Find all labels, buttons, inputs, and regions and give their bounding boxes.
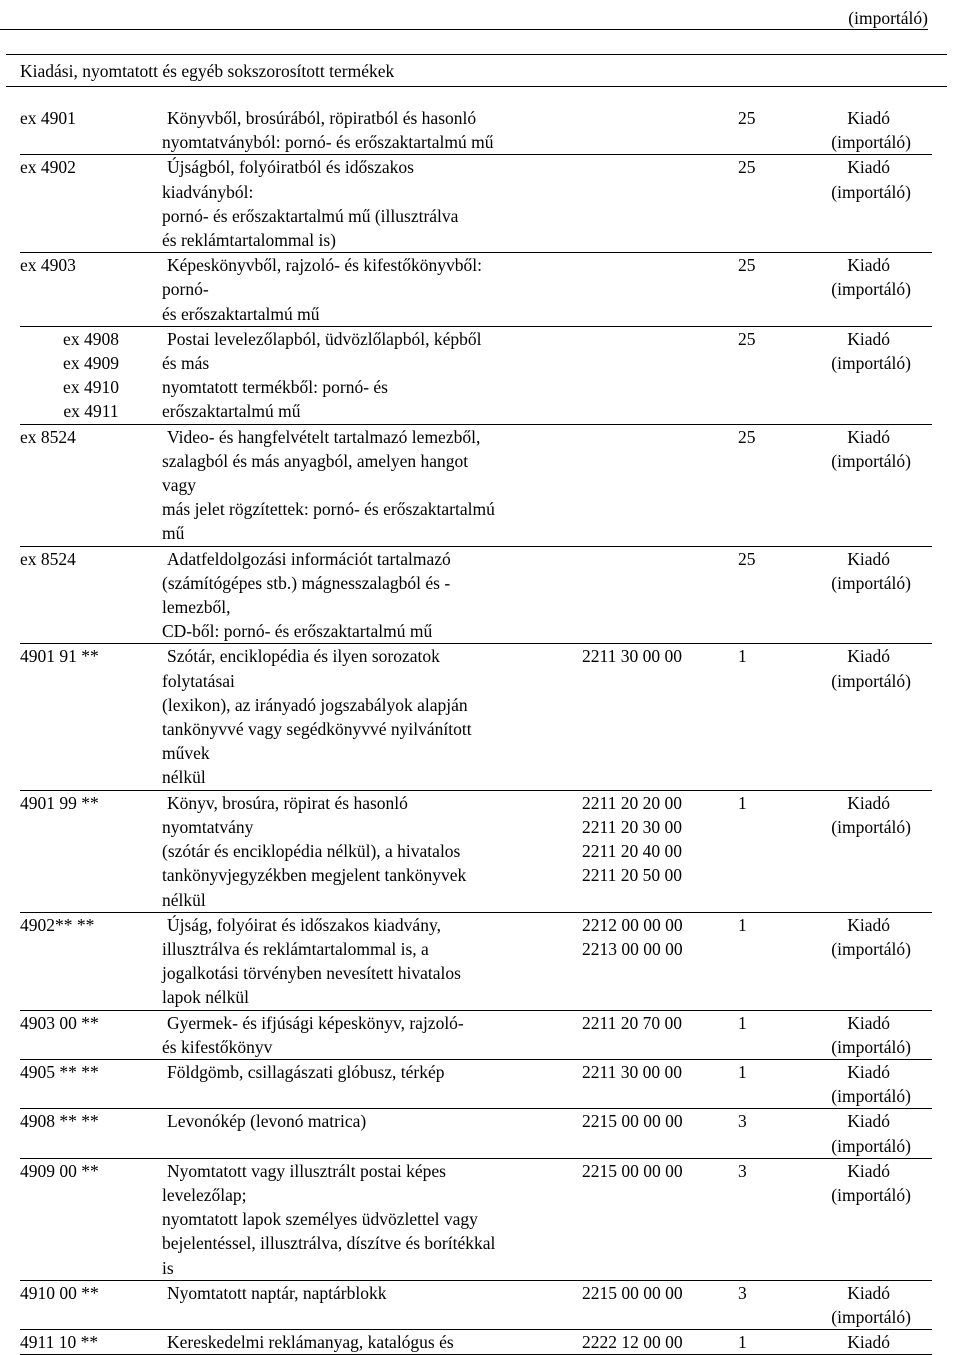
- product-code: ex 4903: [20, 255, 76, 276]
- product-code-cell: [20, 1281, 162, 1305]
- party-text: Kiadó: [847, 1061, 890, 1082]
- party-text: (importáló): [831, 1135, 911, 1156]
- cn-code-cell: [574, 1330, 717, 1354]
- product-code: ex 4910: [63, 377, 119, 398]
- party-cell: [801, 1109, 911, 1157]
- cn-code: 2211 30 00 00: [582, 1061, 682, 1082]
- description-line: és más: [162, 353, 210, 374]
- cn-code: 2211 20 30 00: [582, 816, 682, 837]
- cn-code-cell: [574, 1159, 717, 1183]
- description-line: Video- és hangfelvételt tartalmazó lemezből,: [167, 426, 481, 447]
- cn-code-cell: [574, 913, 717, 961]
- rate-cell: [717, 1060, 801, 1084]
- cn-code-cell: [574, 644, 717, 668]
- product-code: ex 4901: [20, 108, 76, 128]
- description-line: nyomtatványból: pornó- és erőszaktartalmú mű: [162, 132, 494, 153]
- party-text: Kiadó: [847, 1282, 890, 1303]
- party-cell: [801, 547, 911, 595]
- rate-value: 25: [738, 426, 756, 447]
- party-cell: [801, 106, 911, 154]
- table-row: [20, 913, 932, 1011]
- description-cell: [162, 425, 574, 546]
- description-line: és erőszaktartalmú mű: [162, 303, 320, 324]
- party-text: (importáló): [831, 1184, 911, 1205]
- cn-code-cell: [574, 1011, 717, 1035]
- rate-cell: [717, 1159, 801, 1183]
- description-line: (számítógépes stb.) mágnesszalagból és -: [162, 572, 451, 593]
- party-text: Kiadó: [847, 792, 890, 813]
- product-code: 4910 00 **: [20, 1282, 99, 1303]
- party-cell: [801, 1330, 911, 1354]
- product-code-cell: [20, 1109, 162, 1133]
- rate-value: 25: [738, 328, 756, 349]
- party-text: Kiadó: [847, 1160, 890, 1181]
- description-line: Kereskedelmi reklámanyag, katalógus és: [167, 1332, 454, 1353]
- description-cell: [162, 1330, 574, 1354]
- description-line: tankönyvjegyzékben megjelent tankönyvek: [162, 865, 467, 886]
- party-cell: [801, 791, 911, 839]
- product-code-cell: [20, 1330, 162, 1354]
- description-line: nyomtatott lapok személyes üdvözlettel vagy: [162, 1209, 478, 1230]
- rate-cell: [717, 644, 801, 668]
- description-line: Újság, folyóirat és időszakos kiadvány,: [167, 914, 441, 935]
- description-line: pornó-: [162, 279, 209, 300]
- product-code: 4905 ** **: [20, 1061, 99, 1082]
- party-text: (importáló): [831, 353, 911, 374]
- rate-cell: [717, 791, 801, 815]
- table-row: [20, 327, 932, 425]
- description-line: mű: [162, 523, 185, 544]
- rate-value: 3: [738, 1160, 747, 1181]
- table-row: [20, 791, 932, 913]
- description-cell: [162, 155, 574, 252]
- product-code: ex 4902: [20, 157, 76, 178]
- rate-value: 1: [738, 1012, 747, 1033]
- description-line: művek: [162, 743, 210, 764]
- rate-value: 1: [738, 646, 747, 667]
- table-row: [20, 1330, 932, 1355]
- table-row: [20, 1159, 932, 1281]
- party-cell: [801, 155, 911, 203]
- party-text: (importáló): [831, 572, 911, 593]
- cn-code: 2211 20 50 00: [582, 865, 682, 886]
- table-row: [20, 1060, 932, 1109]
- party-cell: [801, 253, 911, 301]
- product-code-cell: [20, 1159, 162, 1183]
- table-row: [20, 155, 932, 253]
- description-line: lemezből,: [162, 597, 231, 618]
- rate-cell: [717, 327, 801, 351]
- description-cell: [162, 547, 574, 644]
- cn-code: 2211 30 00 00: [582, 646, 682, 667]
- party-cell: [801, 1060, 911, 1108]
- rate-value: 1: [738, 914, 747, 935]
- cn-code: 2222 12 00 00: [582, 1332, 683, 1353]
- description-line: (szótár és enciklopédia nélkül), a hivatalos: [162, 841, 461, 862]
- product-code: ex 4908: [63, 328, 119, 349]
- party-cell: [801, 425, 911, 473]
- product-code: ex 8524: [20, 426, 76, 447]
- party-text: Kiadó: [847, 548, 890, 569]
- description-cell: [162, 791, 574, 912]
- party-text: Kiadó: [847, 328, 890, 349]
- description-line: tankönyvvé vagy segédkönyvvé nyilvánított: [162, 719, 472, 740]
- cn-code-cell: [574, 1281, 717, 1305]
- party-text: Kiadó: [847, 1332, 890, 1353]
- product-table: [20, 106, 932, 1355]
- party-cell: [801, 644, 911, 692]
- table-row: [20, 253, 932, 327]
- product-code: 4911 10 **: [20, 1332, 99, 1353]
- description-line: bejelentéssel, illusztrálva, díszítve és borítékkal: [162, 1233, 496, 1254]
- rate-cell: [717, 106, 801, 130]
- party-text: Kiadó: [847, 1111, 890, 1132]
- description-line: Postai levelezőlapból, üdvözlőlapból, képből: [167, 328, 482, 349]
- cn-code: 2211 20 40 00: [582, 841, 682, 862]
- party-text: Kiadó: [847, 255, 890, 276]
- description-line: folytatásai: [162, 670, 235, 691]
- description-cell: [162, 913, 574, 1010]
- product-code-cell: [20, 106, 162, 130]
- party-text: (importáló): [831, 1306, 911, 1327]
- rate-value: 3: [738, 1282, 747, 1303]
- cn-code: 2215 00 00 00: [582, 1160, 683, 1181]
- description-line: (lexikon), az irányadó jogszabályok alapján: [162, 694, 468, 715]
- description-cell: [162, 1060, 574, 1084]
- description-cell: [162, 644, 574, 789]
- section-header: [6, 54, 947, 87]
- product-code-cell: [20, 155, 162, 179]
- party-text: (importáló): [831, 938, 911, 959]
- description-line: Szótár, enciklopédia és ilyen sorozatok: [167, 646, 440, 667]
- description-line: is: [162, 1257, 174, 1278]
- description-line: és reklámtartalommal is): [162, 230, 336, 251]
- description-line: erőszaktartalmú mű: [162, 401, 301, 422]
- product-code-cell: [20, 425, 162, 449]
- description-line: Földgömb, csillagászati glóbusz, térkép: [167, 1061, 445, 1082]
- description-line: illusztrálva és reklámtartalommal is, a: [162, 938, 429, 959]
- section-title: Kiadási, nyomtatott és egyéb sokszorosított termékek: [20, 61, 395, 81]
- cn-code: 2212 00 00 00: [582, 914, 683, 935]
- description-line: Levonókép (levonó matrica): [167, 1111, 367, 1132]
- rate-value: 25: [738, 157, 756, 178]
- description-line: Adatfeldolgozási információt tartalmazó: [167, 548, 451, 569]
- cn-code-cell: [574, 1109, 717, 1133]
- party-text: Kiadó: [847, 157, 890, 178]
- party-text: (importáló): [831, 132, 911, 153]
- table-row: [20, 547, 932, 645]
- rate-cell: [717, 1330, 801, 1354]
- cn-code: 2215 00 00 00: [582, 1111, 683, 1132]
- product-code: 4901 91 **: [20, 646, 99, 667]
- product-code: ex 4909: [63, 353, 119, 374]
- header-party-text: (importáló): [848, 8, 928, 28]
- party-text: Kiadó: [847, 646, 890, 667]
- party-text: (importáló): [831, 450, 911, 471]
- product-code-cell: [20, 1011, 162, 1035]
- description-line: Nyomtatott vagy illusztrált postai képes: [167, 1160, 446, 1181]
- table-row: [20, 425, 932, 547]
- description-cell: [162, 1281, 574, 1305]
- description-line: nyomtatott termékből: pornó- és: [162, 377, 388, 398]
- rate-value: 25: [738, 255, 756, 276]
- party-text: (importáló): [831, 670, 911, 691]
- party-text: Kiadó: [847, 914, 890, 935]
- party-text: (importáló): [831, 1086, 911, 1107]
- cn-code-cell: [574, 1060, 717, 1084]
- header-party-cell: [0, 0, 928, 30]
- product-code: 4908 ** **: [20, 1111, 99, 1132]
- product-code: 4903 00 **: [20, 1012, 99, 1033]
- description-line: jogalkotási törvényben nevesített hivatalos: [162, 963, 461, 984]
- description-line: nélkül: [162, 889, 206, 910]
- description-line: és kifestőkönyv: [162, 1036, 273, 1057]
- rate-cell: [717, 155, 801, 179]
- description-line: CD-ből: pornó- és erőszaktartalmú mű: [162, 621, 433, 642]
- party-text: (importáló): [831, 1036, 911, 1057]
- description-cell: [162, 1159, 574, 1280]
- description-line: Képeskönyvből, rajzoló- és kifestőkönyvből:: [167, 255, 482, 276]
- description-line: Gyermek- és ifjúsági képeskönyv, rajzoló-: [167, 1012, 464, 1033]
- description-line: Nyomtatott naptár, naptárblokk: [167, 1282, 387, 1303]
- description-line: vagy: [162, 475, 197, 496]
- description-line: lapok nélkül: [162, 987, 249, 1008]
- description-cell: [162, 1109, 574, 1133]
- cn-code: 2215 00 00 00: [582, 1282, 683, 1303]
- party-text: Kiadó: [847, 1012, 890, 1033]
- party-text: Kiadó: [847, 108, 890, 128]
- rate-value: 3: [738, 1111, 747, 1132]
- rate-cell: [717, 253, 801, 277]
- product-code-cell: [20, 1060, 162, 1084]
- rate-cell: [717, 1109, 801, 1133]
- party-cell: [801, 1011, 911, 1059]
- cn-code-cell: [574, 791, 717, 888]
- description-line: Könyv, brosúra, röpirat és hasonló: [167, 792, 408, 813]
- rate-value: 1: [738, 792, 747, 813]
- product-code-cell: [20, 913, 162, 937]
- cn-code: 2213 00 00 00: [582, 938, 683, 959]
- rate-value: 25: [738, 548, 756, 569]
- rate-cell: [717, 1281, 801, 1305]
- description-cell: [162, 106, 574, 154]
- description-line: kiadványból:: [162, 181, 254, 202]
- product-code: 4902** **: [20, 914, 95, 935]
- description-cell: [162, 327, 574, 424]
- party-cell: [801, 913, 911, 961]
- product-code-cell: [20, 644, 162, 668]
- description-line: nélkül: [162, 767, 206, 788]
- product-code-cell: [20, 253, 162, 277]
- table-row: [20, 1281, 932, 1330]
- rate-cell: [717, 913, 801, 937]
- table-row: [20, 644, 932, 790]
- party-text: Kiadó: [847, 426, 890, 447]
- rate-cell: [717, 1011, 801, 1035]
- product-code: ex 8524: [20, 548, 76, 569]
- party-text: (importáló): [831, 181, 911, 202]
- cn-code: 2211 20 20 00: [582, 792, 682, 813]
- party-text: (importáló): [831, 279, 911, 300]
- product-code-cell: [20, 547, 162, 571]
- product-code: 4909 00 **: [20, 1160, 99, 1181]
- description-line: pornó- és erőszaktartalmú mű (illusztrálva: [162, 205, 459, 226]
- rate-cell: [717, 547, 801, 571]
- party-cell: [801, 1159, 911, 1207]
- party-text: (importáló): [831, 816, 911, 837]
- party-cell: [801, 1281, 911, 1329]
- description-cell: [162, 1011, 574, 1059]
- rate-value: 1: [738, 1332, 747, 1353]
- rate-value: 25: [738, 108, 756, 128]
- table-row: [20, 106, 932, 155]
- rate-value: 1: [738, 1061, 747, 1082]
- description-cell: [162, 253, 574, 326]
- party-cell: [801, 327, 911, 375]
- table-row: [20, 1011, 932, 1060]
- table-row: [20, 1109, 932, 1158]
- product-code: ex 4911: [63, 401, 119, 422]
- product-code: 4901 99 **: [20, 792, 99, 813]
- description-line: Könyvből, brosúrából, röpiratból és hasonló: [167, 108, 477, 128]
- description-line: szalagból és más anyagból, amelyen hangot: [162, 450, 469, 471]
- description-line: nyomtatvány: [162, 816, 254, 837]
- description-line: levelezőlap;: [162, 1184, 247, 1205]
- description-line: Újságból, folyóiratból és időszakos: [167, 157, 414, 178]
- product-code-cell: [20, 791, 162, 815]
- rate-cell: [717, 425, 801, 449]
- product-code-cell: [20, 327, 162, 424]
- description-line: más jelet rögzítettek: pornó- és erőszaktartalmú: [162, 499, 495, 520]
- cn-code: 2211 20 70 00: [582, 1012, 682, 1033]
